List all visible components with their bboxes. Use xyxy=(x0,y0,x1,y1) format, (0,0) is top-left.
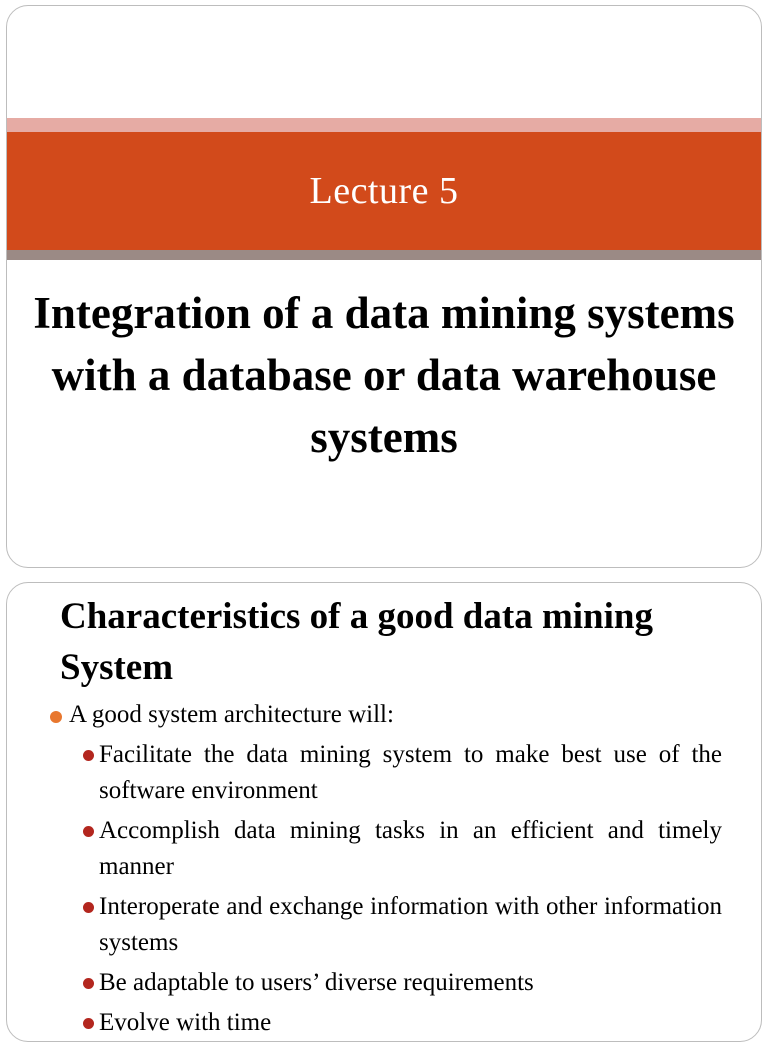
sub-bullet-text: Interoperate and exchange information with other information systems xyxy=(99,893,722,956)
sub-bullet-text: Evolve with time xyxy=(99,1009,272,1036)
sub-bullet-dot-icon xyxy=(83,826,94,837)
header-band xyxy=(7,132,761,250)
sub-bullet-item xyxy=(99,965,722,1001)
sub-bullet-dot-icon xyxy=(83,902,94,913)
sub-bullet-text: Be adaptable to users’ diverse requirements xyxy=(99,969,534,996)
sub-bullet-item xyxy=(99,889,722,961)
bullet-item xyxy=(53,701,394,729)
slide-1 xyxy=(6,5,762,568)
slide-2-title: Characteristics of a good data mining System xyxy=(60,596,653,688)
bullet-dot-icon xyxy=(50,711,62,723)
sub-bullet-dot-icon xyxy=(83,750,94,761)
header-band-light xyxy=(7,118,761,132)
sub-bullet-item xyxy=(99,1005,722,1041)
slide-2 xyxy=(6,582,762,1042)
sub-bullet-item xyxy=(99,737,722,809)
bullet-text: A good system architecture will: xyxy=(69,701,394,728)
slide-1-title: Integration of a data mining systems with a database or data warehouse systems xyxy=(33,288,735,462)
sub-bullet-item xyxy=(99,813,722,885)
sub-bullet-text: Accomplish data mining tasks in an efficient and timely manner xyxy=(99,817,722,880)
sub-bullet-text: Facilitate the data mining system to make best use of the software environment xyxy=(99,741,722,804)
header-band-dark xyxy=(7,250,761,260)
sub-bullet-dot-icon xyxy=(83,978,94,989)
lecture-label: Lecture 5 xyxy=(309,170,459,212)
